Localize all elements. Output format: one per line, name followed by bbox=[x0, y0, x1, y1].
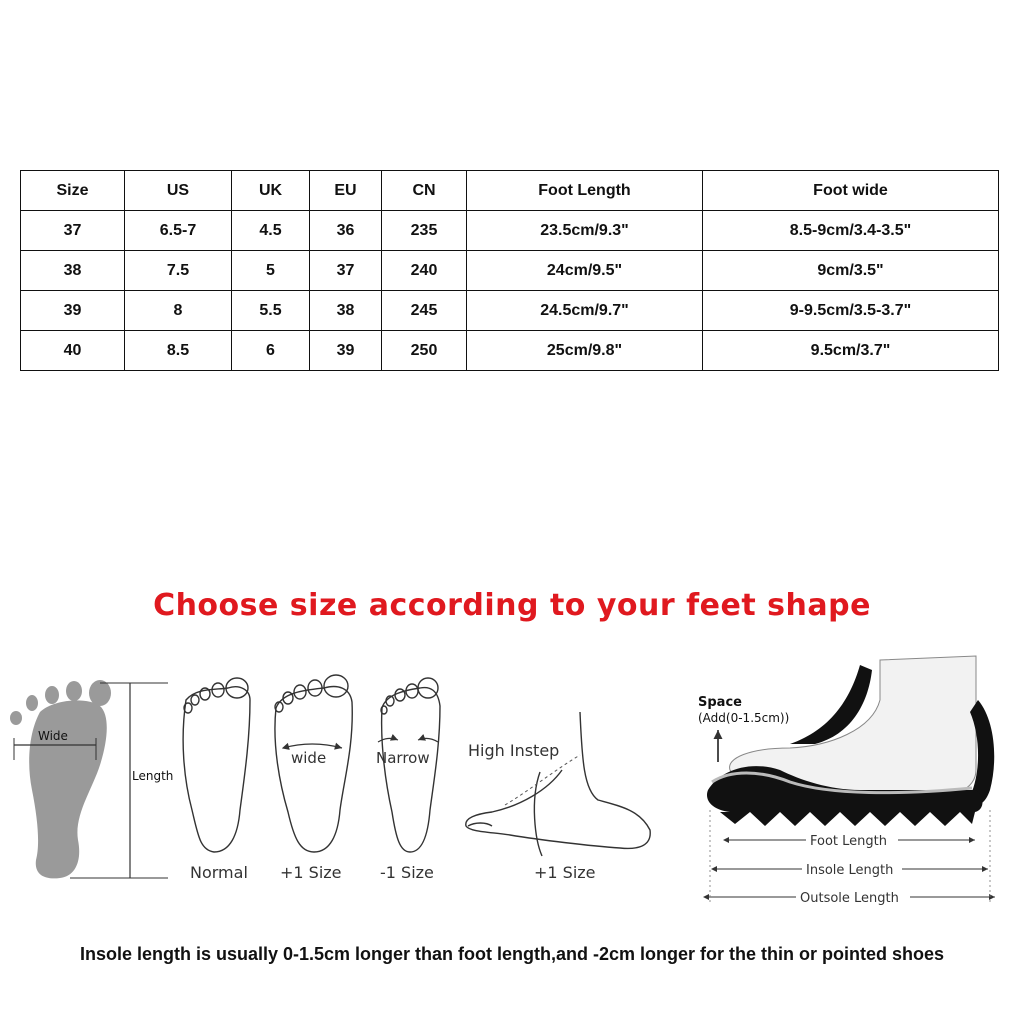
header-foot-length: Foot Length bbox=[467, 171, 703, 211]
table-row bbox=[21, 291, 999, 331]
instep-caption: +1 Size bbox=[534, 863, 596, 882]
cell-cn: 235 bbox=[382, 211, 467, 251]
cell-cn: 240 bbox=[382, 251, 467, 291]
wide-label: Wide bbox=[38, 729, 68, 743]
cell-foot-wide: 8.5-9cm/3.4-3.5" bbox=[703, 211, 999, 251]
cell-cn: 250 bbox=[382, 331, 467, 371]
cell-eu: 38 bbox=[310, 291, 382, 331]
cell-size: 40 bbox=[21, 331, 125, 371]
cell-uk: 6 bbox=[232, 331, 310, 371]
table-header-row bbox=[21, 171, 999, 211]
header-uk: UK bbox=[232, 171, 310, 211]
cell-foot-length: 24cm/9.5" bbox=[467, 251, 703, 291]
instep-label: High Instep bbox=[468, 741, 560, 760]
header-us: US bbox=[125, 171, 232, 211]
header-foot-wide: Foot wide bbox=[703, 171, 999, 211]
space-label: Space bbox=[698, 695, 742, 710]
table-row bbox=[21, 251, 999, 291]
cell-uk: 4.5 bbox=[232, 211, 310, 251]
cell-eu: 36 bbox=[310, 211, 382, 251]
insole-note: Insole length is usually 0-1.5cm longer than foot length,and -2cm longer for the thin or pointed shoes bbox=[79, 944, 945, 964]
header-eu: EU bbox=[310, 171, 382, 211]
cell-size: 37 bbox=[21, 211, 125, 251]
wide-caption: +1 Size bbox=[280, 863, 342, 882]
space-note: (Add(0-1.5cm)) bbox=[698, 711, 790, 725]
cell-uk: 5.5 bbox=[232, 291, 310, 331]
shoe-cross-section-icon bbox=[707, 656, 994, 826]
cell-uk: 5 bbox=[232, 251, 310, 291]
cell-foot-wide: 9.5cm/3.7" bbox=[703, 331, 999, 371]
outsole-length-label: Outsole Length bbox=[800, 891, 899, 906]
cell-us: 6.5-7 bbox=[125, 211, 232, 251]
length-label: Length bbox=[132, 769, 174, 783]
narrow-caption: -1 Size bbox=[380, 863, 434, 882]
high-instep-foot-icon bbox=[466, 712, 650, 856]
cell-us: 8.5 bbox=[125, 331, 232, 371]
insole-length-label: Insole Length bbox=[806, 863, 894, 878]
wide-foot-label: wide bbox=[291, 749, 327, 767]
normal-foot-icon bbox=[183, 678, 250, 852]
narrow-label: Narrow bbox=[376, 749, 430, 767]
table-row bbox=[21, 331, 999, 371]
cell-foot-wide: 9-9.5cm/3.5-3.7" bbox=[703, 291, 999, 331]
foot-length-label: Foot Length bbox=[810, 834, 887, 849]
table-row bbox=[21, 211, 999, 251]
cell-size: 39 bbox=[21, 291, 125, 331]
footprint-icon bbox=[10, 680, 111, 878]
cell-foot-length: 23.5cm/9.3" bbox=[467, 211, 703, 251]
cell-us: 7.5 bbox=[125, 251, 232, 291]
cell-us: 8 bbox=[125, 291, 232, 331]
cell-cn: 245 bbox=[382, 291, 467, 331]
cell-foot-wide: 9cm/3.5" bbox=[703, 251, 999, 291]
header-cn: CN bbox=[382, 171, 467, 211]
cell-foot-length: 24.5cm/9.7" bbox=[467, 291, 703, 331]
cell-eu: 39 bbox=[310, 331, 382, 371]
header-size: Size bbox=[21, 171, 125, 211]
size-chart-table bbox=[20, 170, 999, 371]
feet-shape-illustration bbox=[0, 650, 1024, 930]
cell-size: 38 bbox=[21, 251, 125, 291]
page-title: Choose size according to your feet shape bbox=[153, 588, 871, 623]
normal-caption: Normal bbox=[190, 863, 248, 882]
cell-foot-length: 25cm/9.8" bbox=[467, 331, 703, 371]
cell-eu: 37 bbox=[310, 251, 382, 291]
